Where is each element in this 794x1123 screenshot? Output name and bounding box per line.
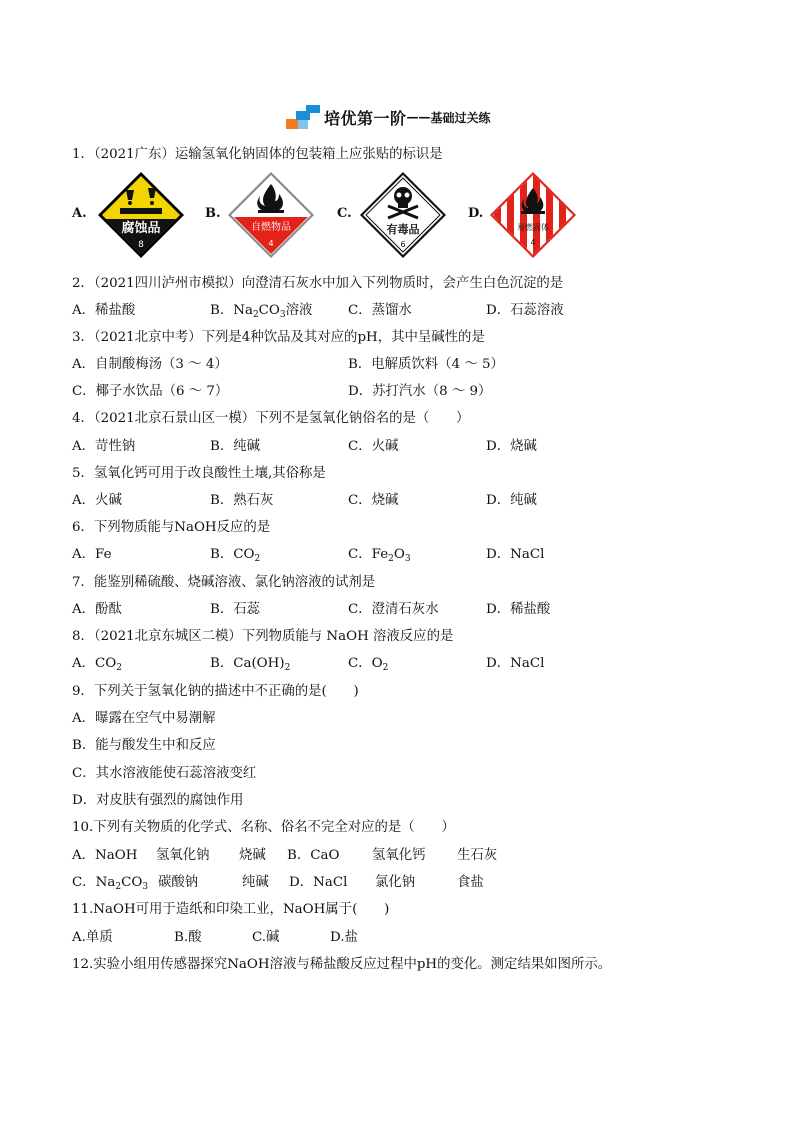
q10-option-d-formula[interactable]: D．NaCl bbox=[289, 875, 348, 890]
corrosive-sign-text: 腐蚀品 bbox=[121, 221, 161, 236]
option-d-label[interactable]: D. bbox=[468, 206, 484, 221]
title-sub: 基础过关练 bbox=[430, 110, 491, 125]
q10-option-c-name: 碳酸钠 bbox=[158, 875, 199, 890]
question-8-stem: 8．（2021北京东城区二模）下列物质能与 NaOH 溶液反应的是 bbox=[72, 629, 454, 644]
q8-option-d[interactable]: D．NaCl bbox=[486, 656, 545, 671]
question-2-stem: 2．（2021四川泸州市模拟）向澄清石灰水中加入下列物质时，会产生白色沉淀的是 bbox=[72, 276, 564, 291]
q5-option-d[interactable]: D．纯碱 bbox=[486, 493, 537, 508]
q6-option-c[interactable]: C．$Fe_2O_3$ bbox=[348, 547, 411, 564]
title-main: 培优第一阶 bbox=[324, 108, 407, 128]
question-3-stem: 3．（2021北京中考）下列是4种饮品及其对应的pH，其中呈碱性的是 bbox=[72, 330, 485, 345]
q9-option-c[interactable]: C．其水溶液能使石蕊溶液变红 bbox=[72, 766, 257, 781]
option-b-label[interactable]: B. bbox=[205, 206, 221, 221]
spontaneous-combustion-sign-icon[interactable] bbox=[488, 170, 578, 260]
section-title bbox=[286, 104, 491, 130]
question-1-options bbox=[72, 170, 592, 262]
question-5-stem: 5．氢氧化钙可用于改良酸性土壤,其俗称是 bbox=[72, 466, 326, 481]
q4-option-d[interactable]: D．烧碱 bbox=[486, 439, 537, 454]
q10-option-a-formula[interactable]: A．NaOH bbox=[72, 848, 138, 863]
q3-option-a[interactable]: A．自制酸梅汤（3 ～ 4） bbox=[72, 357, 228, 372]
option-a-label[interactable]: A. bbox=[72, 206, 87, 221]
q2-option-a[interactable]: A．稀盐酸 bbox=[72, 303, 136, 318]
q4-option-b[interactable]: B．纯碱 bbox=[210, 439, 261, 454]
q6-option-d[interactable]: D．NaCl bbox=[486, 547, 545, 562]
q9-option-d[interactable]: D．对皮肤有强烈的腐蚀作用 bbox=[72, 793, 244, 808]
q3-option-c[interactable]: C．椰子水饮品（6 ～ 7） bbox=[72, 384, 229, 399]
q11-option-b[interactable]: B.酸 bbox=[174, 930, 202, 945]
q9-option-b[interactable]: B．能与酸发生中和反应 bbox=[72, 738, 216, 753]
question-4-stem: 4．（2021北京石景山区一模）下列不是氢氧化钠俗名的是（ ） bbox=[72, 411, 470, 426]
q7-option-c[interactable]: C．澄清石灰水 bbox=[348, 602, 439, 617]
question-6-stem: 6．下列物质能与NaOH反应的是 bbox=[72, 520, 271, 535]
q10-option-b-formula[interactable]: B．CaO bbox=[287, 848, 340, 863]
q9-option-a[interactable]: A．曝露在空气中易潮解 bbox=[72, 711, 216, 726]
question-10-stem: 10.下列有关物质的化学式、名称、俗名不完全对应的是（ ） bbox=[72, 820, 455, 835]
q10-option-a-name: 氢氧化钠 bbox=[156, 848, 210, 863]
option-c-label[interactable]: C. bbox=[337, 206, 352, 221]
q10-option-a-common: 烧碱 bbox=[239, 848, 266, 863]
question-1-stem: 1．（2021广东）运输氢氧化钠固体的包装箱上应张贴的标识是 bbox=[72, 147, 443, 162]
corrosive-sign-num: 8 bbox=[138, 240, 144, 250]
q4-option-c[interactable]: C．火碱 bbox=[348, 439, 399, 454]
title-dash: —— bbox=[406, 110, 431, 124]
q11-option-a[interactable]: A.单质 bbox=[72, 930, 113, 945]
toxic-sign-num: 6 bbox=[400, 240, 406, 249]
toxic-sign-text: 有毒品 bbox=[386, 223, 420, 236]
q11-option-c[interactable]: C.碱 bbox=[252, 930, 280, 945]
q3-option-b[interactable]: B．电解质饮料（4 ～ 5） bbox=[348, 357, 504, 372]
q8-option-a[interactable]: A．$CO_2$ bbox=[72, 656, 123, 673]
q10-option-b-common: 生石灰 bbox=[457, 848, 498, 863]
q7-option-b[interactable]: B．石蕊 bbox=[210, 602, 261, 617]
spontaneous-sign-text: 易燃固体 bbox=[517, 223, 549, 232]
q5-option-b[interactable]: B．熟石灰 bbox=[210, 493, 274, 508]
toxic-sign-icon[interactable] bbox=[358, 170, 448, 260]
flammable-sign-num: 4 bbox=[268, 239, 274, 248]
q10-option-c-formula[interactable]: C．$Na_2CO_3$ bbox=[72, 875, 149, 892]
flammable-solid-sign-icon[interactable] bbox=[226, 170, 316, 260]
question-7-stem: 7．能鉴别稀硫酸、烧碱溶液、氯化钠溶液的试剂是 bbox=[72, 575, 376, 590]
q2-option-c[interactable]: C．蒸馏水 bbox=[348, 303, 412, 318]
spontaneous-sign-num: 4 bbox=[530, 238, 536, 247]
corrosive-sign-icon[interactable] bbox=[96, 170, 186, 260]
q10-option-c-common: 纯碱 bbox=[242, 875, 269, 890]
q10-option-d-name: 氯化钠 bbox=[375, 875, 416, 890]
q6-option-b[interactable]: B．$CO_2$ bbox=[210, 547, 261, 564]
q6-option-a[interactable]: A．Fe bbox=[72, 547, 112, 562]
q4-option-a[interactable]: A．苛性钠 bbox=[72, 439, 136, 454]
q10-option-d-common: 食盐 bbox=[457, 875, 484, 890]
q7-option-d[interactable]: D．稀盐酸 bbox=[486, 602, 551, 617]
q2-option-d[interactable]: D．石蕊溶液 bbox=[486, 303, 564, 318]
flammable-sign-text: 自燃物品 bbox=[251, 222, 291, 233]
question-11-stem: 11.NaOH可用于造纸和印染工业，NaOH属于( ) bbox=[72, 902, 390, 917]
question-9-stem: 9．下列关于氢氧化钠的描述中不正确的是( ) bbox=[72, 684, 359, 699]
q7-option-a[interactable]: A．酚酞 bbox=[72, 602, 122, 617]
q11-option-d[interactable]: D.盐 bbox=[330, 930, 358, 945]
q5-option-a[interactable]: A．火碱 bbox=[72, 493, 122, 508]
q3-option-d[interactable]: D．苏打汽水（8 ～ 9） bbox=[348, 384, 492, 399]
q2-option-b[interactable]: B．$Na_2CO_3$溶液 bbox=[210, 303, 313, 320]
q10-option-b-name: 氢氧化钙 bbox=[372, 848, 426, 863]
question-12-stem: 12.实验小组用传感器探究NaOH溶液与稀盐酸反应过程中pH的变化。测定结果如图所示。 bbox=[72, 957, 612, 972]
q8-option-b[interactable]: B．$Ca(OH)_2$ bbox=[210, 656, 291, 673]
q5-option-c[interactable]: C．烧碱 bbox=[348, 493, 399, 508]
stairs-logo-icon bbox=[286, 105, 320, 129]
q8-option-c[interactable]: C．$O_2$ bbox=[348, 656, 389, 673]
